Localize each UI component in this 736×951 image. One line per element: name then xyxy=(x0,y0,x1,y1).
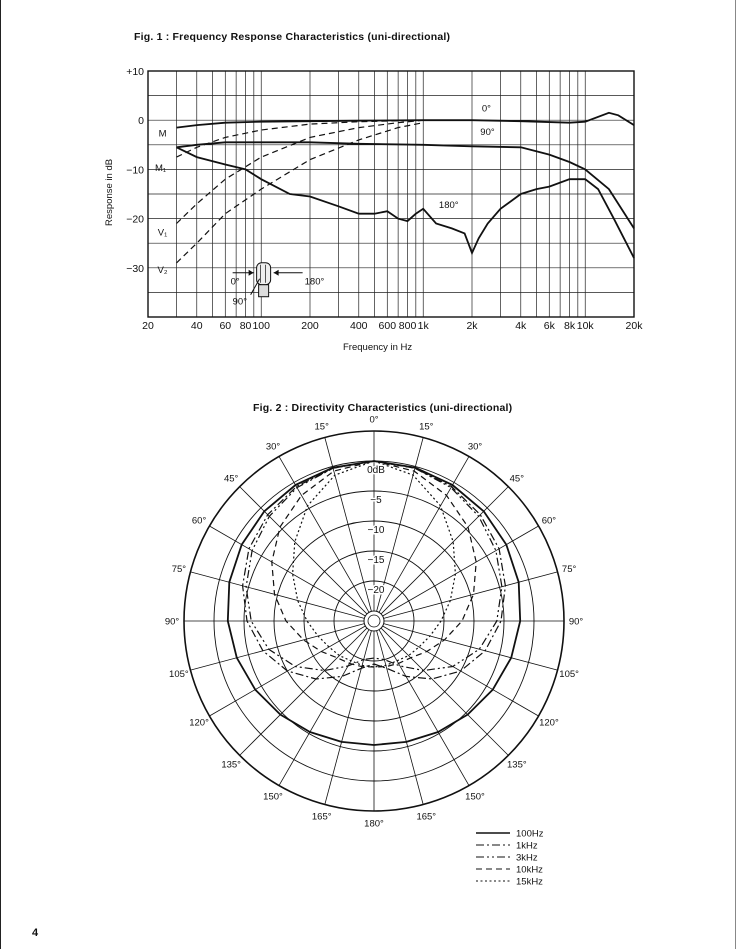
polar-angle-label: 150° xyxy=(465,791,485,803)
fr-series-label: M₁ xyxy=(154,163,167,175)
fr-x-tick-label: 80 xyxy=(239,320,252,332)
fr-series-line xyxy=(177,147,635,258)
fr-x-tick-label: 20k xyxy=(625,320,643,332)
polar-angle-label: 90° xyxy=(568,616,584,628)
fr-y-axis-label: Response in dB xyxy=(104,158,115,226)
polar-angle-label: 180° xyxy=(364,818,384,830)
fr-annotation-0deg: 0° xyxy=(481,103,491,115)
fr-x-tick-label: 6k xyxy=(543,320,555,332)
fr-x-tick-label: 40 xyxy=(190,320,203,332)
fr-x-tick-label: 200 xyxy=(301,320,319,332)
inset-label-180deg: 180° xyxy=(304,276,325,288)
legend-label: 10kHz xyxy=(516,864,543,876)
polar-ring-label: −10 xyxy=(367,525,385,536)
fr-x-tick-label: 2k xyxy=(466,320,478,332)
fr-x-tick-label: 20 xyxy=(142,320,154,332)
fr-x-tick-label: 8k xyxy=(563,320,576,332)
mic-body-icon xyxy=(259,285,269,297)
polar-angle-label: 0° xyxy=(369,415,379,426)
polar-angle-label: 30° xyxy=(467,441,483,453)
polar-angle-label: 75° xyxy=(171,564,187,576)
polar-ring-label: −5 xyxy=(370,495,382,506)
polar-ring-label: 0dB xyxy=(367,465,385,476)
legend-label: 1kHz xyxy=(516,840,538,852)
page-number: 4 xyxy=(32,927,39,939)
polar-angle-label: 75° xyxy=(561,564,577,576)
polar-angle-label: 135° xyxy=(221,759,241,771)
arrowhead-icon xyxy=(249,270,254,276)
polar-spoke xyxy=(381,628,508,755)
polar-angle-label: 60° xyxy=(191,515,207,527)
fig1-title: Fig. 1 : Frequency Response Characteristics (uni-directional) xyxy=(134,31,451,43)
mic-capsule-icon xyxy=(257,263,271,285)
fr-x-tick-label: 100 xyxy=(252,320,270,332)
fr-series-label: V₁ xyxy=(157,227,168,239)
fig2-title: Fig. 2 : Directivity Characteristics (uni-directional) xyxy=(253,402,513,414)
polar-spoke xyxy=(381,487,508,614)
polar-angle-label: 120° xyxy=(539,717,559,729)
polar-angle-label: 30° xyxy=(265,441,281,453)
polar-spoke xyxy=(240,628,367,755)
polar-angle-label: 150° xyxy=(263,791,283,803)
polar-angle-label: 165° xyxy=(311,811,332,823)
polar-angle-label: 105° xyxy=(169,668,189,680)
polar-angle-label: 165° xyxy=(416,811,437,823)
fr-y-tick-label: −30 xyxy=(126,262,144,275)
fr-x-tick-label: 600 xyxy=(378,320,397,332)
fr-series-line xyxy=(177,142,635,228)
polar-angle-label: 15° xyxy=(314,421,329,433)
polar-angle-label: 15° xyxy=(419,421,434,433)
fr-annotation-90deg: 90° xyxy=(480,126,495,138)
polar-spoke xyxy=(379,630,469,786)
fr-x-tick-label: 400 xyxy=(350,320,368,332)
inset-label-0deg: 0° xyxy=(230,276,240,288)
polar-center-ring xyxy=(364,611,384,631)
polar-angle-label: 120° xyxy=(189,717,209,729)
polar-angle-label: 90° xyxy=(164,616,180,628)
polar-angle-label: 45° xyxy=(509,473,525,485)
polar-angle-label: 135° xyxy=(507,759,527,771)
arrowhead-icon xyxy=(274,270,279,276)
fr-x-tick-label: 4k xyxy=(515,320,527,332)
fr-series-line xyxy=(177,120,424,157)
inset-label-90deg: 90° xyxy=(232,296,248,308)
fr-x-tick-label: 60 xyxy=(219,320,232,332)
fr-x-axis-label: Frequency in Hz xyxy=(343,342,413,353)
polar-spoke xyxy=(240,487,367,614)
legend-label: 3kHz xyxy=(516,852,538,864)
fr-series-label: V₂ xyxy=(157,264,168,276)
fr-y-tick-label: +10 xyxy=(126,66,144,78)
fr-y-tick-label: −20 xyxy=(126,213,144,226)
fr-x-tick-label: 10k xyxy=(576,320,594,332)
fr-series-line xyxy=(177,120,424,223)
polar-ring-label: −15 xyxy=(367,555,385,566)
fr-x-tick-label: 1k xyxy=(417,320,429,332)
polar-angle-label: 105° xyxy=(559,668,579,680)
fr-x-tick-label: 800 xyxy=(398,320,417,332)
polar-spoke xyxy=(279,456,369,612)
legend-label: 15kHz xyxy=(516,876,543,888)
polar-angle-label: 60° xyxy=(541,515,557,527)
fr-y-tick-label: 0 xyxy=(138,115,144,128)
fr-annotation-180deg: 180° xyxy=(438,199,459,211)
legend-label: 100Hz xyxy=(516,828,544,840)
fr-series-label: M xyxy=(158,128,167,140)
polar-spoke xyxy=(379,456,469,612)
polar-angle-label: 45° xyxy=(223,473,239,485)
directivity-polar-chart xyxy=(0,415,736,895)
fr-y-tick-label: −10 xyxy=(126,164,144,177)
polar-ring-label: −20 xyxy=(367,585,385,596)
